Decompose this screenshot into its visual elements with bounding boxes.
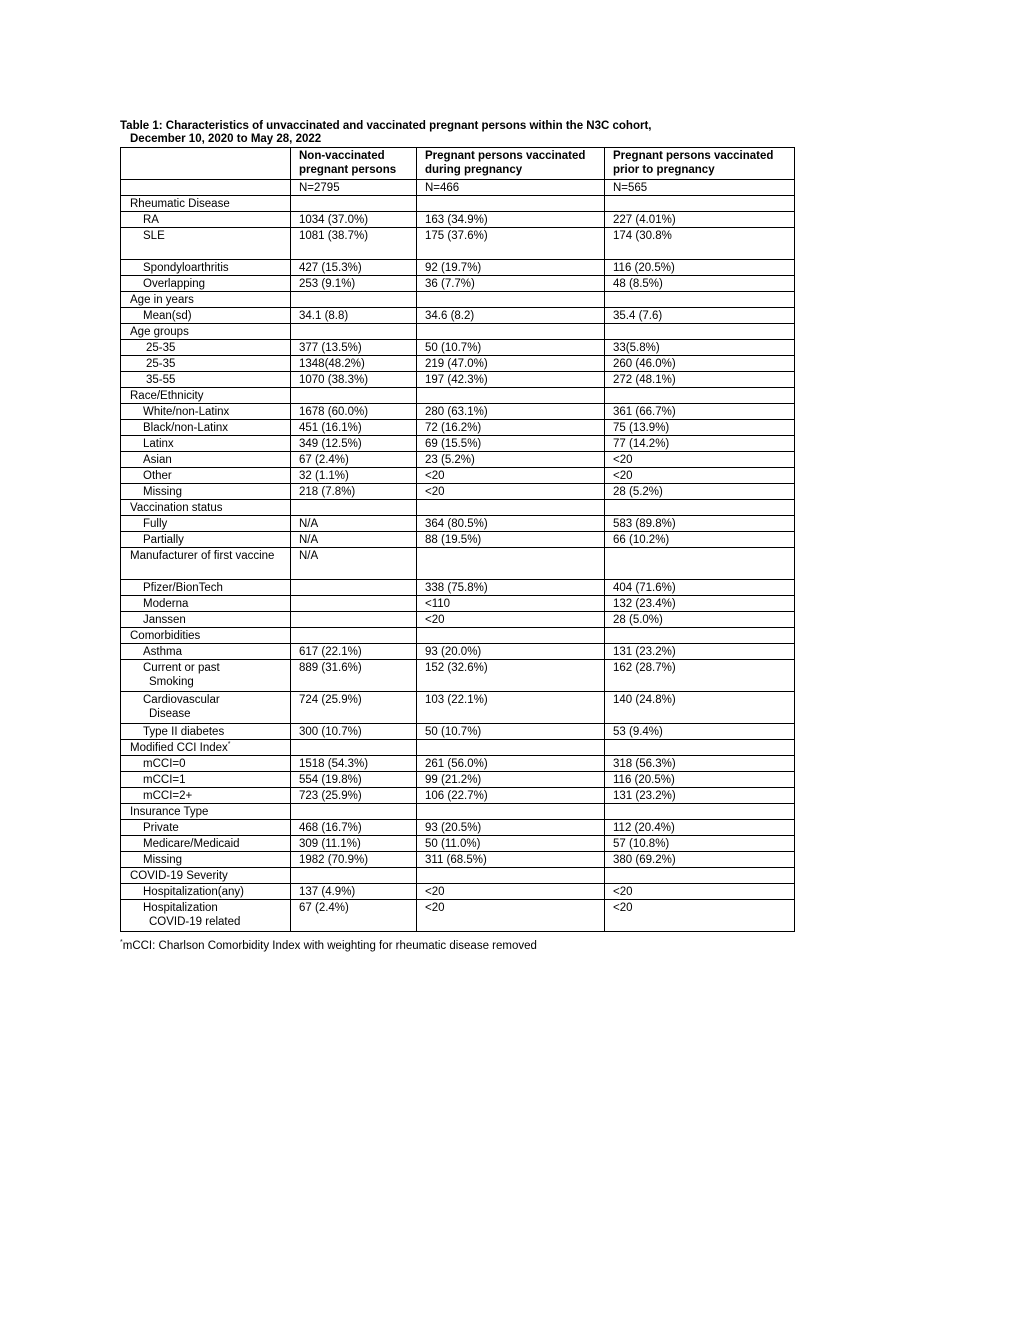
- row-label-cell: [121, 276, 291, 292]
- value-non-vaccinated: 349 (12.5%): [291, 436, 417, 452]
- footnote-text: mCCI: Charlson Comorbidity Index with weighting for rheumatic disease removed: [122, 939, 537, 952]
- value-vaccinated-prior: 33(5.8%): [605, 340, 795, 356]
- value-non-vaccinated: 1081 (38.7%): [291, 228, 417, 260]
- table-row: [121, 436, 795, 452]
- value-non-vaccinated: [291, 324, 417, 340]
- table-row: [121, 260, 795, 276]
- value-vaccinated-prior: 77 (14.2%): [605, 436, 795, 452]
- value-vaccinated-during: 88 (19.5%): [417, 532, 605, 548]
- table-row: [121, 884, 795, 900]
- row-label-continued: COVID-19 related: [149, 916, 241, 928]
- row-label: Fully: [143, 518, 168, 530]
- row-label: Vaccination status: [130, 502, 223, 514]
- row-label: Comorbidities: [130, 630, 201, 642]
- table-row: [121, 900, 795, 932]
- value-vaccinated-prior: 131 (23.2%): [605, 788, 795, 804]
- row-label-cell: [121, 452, 291, 468]
- table-row: [121, 468, 795, 484]
- row-label-cell: [121, 356, 291, 372]
- row-label-cell: [121, 900, 291, 932]
- table-row: [121, 820, 795, 836]
- table-row: [121, 516, 795, 532]
- value-vaccinated-prior: [605, 500, 795, 516]
- value-non-vaccinated: 554 (19.8%): [291, 772, 417, 788]
- value-vaccinated-prior: [605, 740, 795, 756]
- table-row: [121, 580, 795, 596]
- value-vaccinated-prior: 66 (10.2%): [605, 532, 795, 548]
- value-vaccinated-prior: 28 (5.0%): [605, 612, 795, 628]
- table-row: [121, 308, 795, 324]
- table-row: [121, 612, 795, 628]
- value-vaccinated-during: 280 (63.1%): [417, 404, 605, 420]
- row-label-cell: [121, 484, 291, 500]
- value-vaccinated-during: 50 (11.0%): [417, 836, 605, 852]
- table-row: [121, 452, 795, 468]
- table-row: [121, 724, 795, 740]
- value-non-vaccinated: 1348(48.2%): [291, 356, 417, 372]
- value-vaccinated-prior: 583 (89.8%): [605, 516, 795, 532]
- row-label-cell: [121, 404, 291, 420]
- value-vaccinated-during: 163 (34.9%): [417, 212, 605, 228]
- value-non-vaccinated: 67 (2.4%): [291, 900, 417, 932]
- row-label: RA: [143, 214, 159, 226]
- row-label-cell: [121, 436, 291, 452]
- table-row: [121, 228, 795, 260]
- row-label-cell: [121, 884, 291, 900]
- value-non-vaccinated: 67 (2.4%): [291, 452, 417, 468]
- characteristics-table: [120, 147, 795, 932]
- value-non-vaccinated: 300 (10.7%): [291, 724, 417, 740]
- value-vaccinated-during: <20: [417, 884, 605, 900]
- value-vaccinated-during: 50 (10.7%): [417, 724, 605, 740]
- value-vaccinated-during: <20: [417, 612, 605, 628]
- value-vaccinated-during: [417, 804, 605, 820]
- table-row: [121, 644, 795, 660]
- value-non-vaccinated: [291, 292, 417, 308]
- value-vaccinated-during: [417, 868, 605, 884]
- value-non-vaccinated: 253 (9.1%): [291, 276, 417, 292]
- value-non-vaccinated: 427 (15.3%): [291, 260, 417, 276]
- value-vaccinated-prior: [605, 868, 795, 884]
- table-row: [121, 292, 795, 308]
- row-label: Cardiovascular: [143, 694, 220, 706]
- row-label-cell: [121, 836, 291, 852]
- table-caption: [120, 120, 651, 146]
- value-vaccinated-prior: 260 (46.0%): [605, 356, 795, 372]
- value-vaccinated-prior: 116 (20.5%): [605, 260, 795, 276]
- value-non-vaccinated: N/A: [291, 532, 417, 548]
- value-vaccinated-prior: [605, 388, 795, 404]
- row-label: Missing: [143, 854, 182, 866]
- row-label-cell: [121, 724, 291, 740]
- value-vaccinated-prior: 132 (23.4%): [605, 596, 795, 612]
- row-label: Private: [143, 822, 179, 834]
- row-label-continued: Disease: [149, 708, 191, 720]
- table-row: [121, 836, 795, 852]
- value-non-vaccinated: 1982 (70.9%): [291, 852, 417, 868]
- value-vaccinated-during: 92 (19.7%): [417, 260, 605, 276]
- value-non-vaccinated: [291, 580, 417, 596]
- table-row: [121, 484, 795, 500]
- row-label: mCCI=0: [143, 758, 186, 770]
- value-non-vaccinated: 1070 (38.3%): [291, 372, 417, 388]
- value-vaccinated-during: [417, 292, 605, 308]
- row-label-cell: [121, 852, 291, 868]
- row-label-cell: [121, 772, 291, 788]
- row-label-cell: [121, 548, 291, 580]
- row-label-cell: [121, 756, 291, 772]
- row-label: Asian: [143, 454, 172, 466]
- row-label: Moderna: [143, 598, 189, 610]
- row-label: Manufacturer of first vaccine: [130, 550, 275, 562]
- row-label-cell: [121, 196, 291, 212]
- row-label-cell: [121, 340, 291, 356]
- value-vaccinated-prior: [605, 548, 795, 580]
- value-non-vaccinated: [291, 612, 417, 628]
- row-label: mCCI=2+: [143, 790, 193, 802]
- value-vaccinated-during: 364 (80.5%): [417, 516, 605, 532]
- value-vaccinated-prior: 361 (66.7%): [605, 404, 795, 420]
- table-row: [121, 388, 795, 404]
- value-non-vaccinated: [291, 388, 417, 404]
- value-vaccinated-prior: 57 (10.8%): [605, 836, 795, 852]
- value-vaccinated-during: [417, 500, 605, 516]
- caption-date-range: December 10, 2020 to May 28, 2022: [130, 133, 322, 145]
- value-vaccinated-during: 106 (22.7%): [417, 788, 605, 804]
- value-non-vaccinated: [291, 628, 417, 644]
- row-label-cell: [121, 324, 291, 340]
- value-vaccinated-during: 152 (32.6%): [417, 660, 605, 692]
- row-label-cell: [121, 660, 291, 692]
- table-header-row: [121, 148, 795, 180]
- header-empty-cell: [121, 148, 291, 180]
- table-row: [121, 196, 795, 212]
- value-vaccinated-during: [417, 388, 605, 404]
- value-vaccinated-during: 219 (47.0%): [417, 356, 605, 372]
- row-label-cell: [121, 628, 291, 644]
- value-non-vaccinated: [291, 868, 417, 884]
- n-row-label: [121, 180, 291, 196]
- value-vaccinated-prior: [605, 292, 795, 308]
- value-vaccinated-prior: 318 (56.3%): [605, 756, 795, 772]
- n-vaccinated-during: N=466: [417, 180, 605, 196]
- row-label: 25-35: [146, 358, 176, 370]
- table-row: [121, 420, 795, 436]
- table-row: [121, 212, 795, 228]
- value-vaccinated-during: 93 (20.0%): [417, 644, 605, 660]
- n-vaccinated-prior: N=565: [605, 180, 795, 196]
- value-non-vaccinated: [291, 740, 417, 756]
- value-non-vaccinated: [291, 804, 417, 820]
- value-non-vaccinated: 32 (1.1%): [291, 468, 417, 484]
- value-non-vaccinated: 468 (16.7%): [291, 820, 417, 836]
- row-label-cell: [121, 468, 291, 484]
- row-label: Medicare/Medicaid: [143, 838, 240, 850]
- row-label-cell: [121, 692, 291, 724]
- row-label-cell: [121, 228, 291, 260]
- value-non-vaccinated: 137 (4.9%): [291, 884, 417, 900]
- value-vaccinated-during: [417, 740, 605, 756]
- value-non-vaccinated: 34.1 (8.8): [291, 308, 417, 324]
- row-label: Janssen: [143, 614, 186, 626]
- header-vaccinated-prior: Pregnant persons vaccinated prior to pregnancy: [605, 148, 795, 180]
- row-label: Overlapping: [143, 278, 206, 290]
- row-label: Current or past: [143, 662, 220, 674]
- row-label-cell: [121, 212, 291, 228]
- value-non-vaccinated: 724 (25.9%): [291, 692, 417, 724]
- row-label-cell: [121, 868, 291, 884]
- value-vaccinated-during: 23 (5.2%): [417, 452, 605, 468]
- value-non-vaccinated: 723 (25.9%): [291, 788, 417, 804]
- value-vaccinated-during: 338 (75.8%): [417, 580, 605, 596]
- value-vaccinated-during: 311 (68.5%): [417, 852, 605, 868]
- value-vaccinated-prior: 380 (69.2%): [605, 852, 795, 868]
- row-label-cell: [121, 388, 291, 404]
- table-row: [121, 804, 795, 820]
- row-label-cell: [121, 612, 291, 628]
- row-label: Spondyloarthritis: [143, 262, 229, 274]
- value-non-vaccinated: [291, 596, 417, 612]
- table-row: [121, 788, 795, 804]
- table-row: [121, 756, 795, 772]
- value-non-vaccinated: 1034 (37.0%): [291, 212, 417, 228]
- value-vaccinated-during: 99 (21.2%): [417, 772, 605, 788]
- row-label-cell: [121, 596, 291, 612]
- row-label-cell: [121, 308, 291, 324]
- value-vaccinated-prior: 112 (20.4%): [605, 820, 795, 836]
- row-label: Type II diabetes: [143, 726, 225, 738]
- value-non-vaccinated: 1678 (60.0%): [291, 404, 417, 420]
- table-n-row: [121, 180, 795, 196]
- value-vaccinated-prior: 35.4 (7.6): [605, 308, 795, 324]
- value-vaccinated-during: <20: [417, 468, 605, 484]
- table-row: [121, 692, 795, 724]
- row-label: Partially: [143, 534, 184, 546]
- value-vaccinated-during: 36 (7.7%): [417, 276, 605, 292]
- value-vaccinated-prior: <20: [605, 900, 795, 932]
- value-vaccinated-prior: 174 (30.8%: [605, 228, 795, 260]
- table-row: [121, 740, 795, 756]
- row-label-cell: [121, 820, 291, 836]
- caption-title: Table 1: Characteristics of unvaccinated and vaccinated pregnant persons within the N3C cohort,: [120, 120, 652, 132]
- value-vaccinated-during: [417, 196, 605, 212]
- table-row: [121, 628, 795, 644]
- row-label-cell: [121, 292, 291, 308]
- value-vaccinated-during: 50 (10.7%): [417, 340, 605, 356]
- value-vaccinated-prior: [605, 196, 795, 212]
- value-non-vaccinated: N/A: [291, 516, 417, 532]
- value-non-vaccinated: [291, 500, 417, 516]
- row-label-cell: [121, 500, 291, 516]
- value-vaccinated-prior: [605, 628, 795, 644]
- row-label-cell: [121, 420, 291, 436]
- table-row: [121, 276, 795, 292]
- row-label: Age in years: [130, 294, 194, 306]
- row-label: Black/non-Latinx: [143, 422, 229, 434]
- value-vaccinated-prior: 75 (13.9%): [605, 420, 795, 436]
- row-label-cell: [121, 532, 291, 548]
- table-row: [121, 852, 795, 868]
- value-vaccinated-prior: [605, 804, 795, 820]
- row-label-cell: [121, 260, 291, 276]
- value-vaccinated-prior: 140 (24.8%): [605, 692, 795, 724]
- row-label-cell: [121, 804, 291, 820]
- table-row: [121, 868, 795, 884]
- value-vaccinated-prior: 131 (23.2%): [605, 644, 795, 660]
- row-label-cell: [121, 516, 291, 532]
- row-label: Race/Ethnicity: [130, 390, 204, 402]
- value-non-vaccinated: 889 (31.6%): [291, 660, 417, 692]
- value-vaccinated-prior: 48 (8.5%): [605, 276, 795, 292]
- value-non-vaccinated: 617 (22.1%): [291, 644, 417, 660]
- table-row: [121, 324, 795, 340]
- row-label-cell: [121, 740, 291, 756]
- value-non-vaccinated: [291, 196, 417, 212]
- value-vaccinated-during: 197 (42.3%): [417, 372, 605, 388]
- row-label: Modified CCI Index: [130, 742, 228, 754]
- header-non-vaccinated: Non-vaccinated pregnant persons: [291, 148, 417, 180]
- value-vaccinated-prior: [605, 324, 795, 340]
- value-non-vaccinated: 309 (11.1%): [291, 836, 417, 852]
- value-vaccinated-prior: <20: [605, 884, 795, 900]
- row-label: SLE: [143, 230, 165, 242]
- value-vaccinated-during: 93 (20.5%): [417, 820, 605, 836]
- value-vaccinated-during: 175 (37.6%): [417, 228, 605, 260]
- value-non-vaccinated: 218 (7.8%): [291, 484, 417, 500]
- row-label-continued: Smoking: [149, 676, 194, 688]
- value-vaccinated-during: 103 (22.1%): [417, 692, 605, 724]
- row-label: Latinx: [143, 438, 174, 450]
- value-vaccinated-prior: 53 (9.4%): [605, 724, 795, 740]
- row-label-cell: [121, 644, 291, 660]
- row-label: 25-35: [146, 342, 176, 354]
- value-non-vaccinated: 377 (13.5%): [291, 340, 417, 356]
- row-label-cell: [121, 580, 291, 596]
- row-label: Pfizer/BionTech: [143, 582, 223, 594]
- row-label: Rheumatic Disease: [130, 198, 230, 210]
- value-vaccinated-during: 69 (15.5%): [417, 436, 605, 452]
- value-vaccinated-during: [417, 628, 605, 644]
- table-row: [121, 532, 795, 548]
- value-vaccinated-during: 261 (56.0%): [417, 756, 605, 772]
- value-vaccinated-prior: <20: [605, 452, 795, 468]
- row-label: Other: [143, 470, 172, 482]
- row-label: 35-55: [146, 374, 176, 386]
- value-vaccinated-during: <20: [417, 484, 605, 500]
- value-non-vaccinated: N/A: [291, 548, 417, 580]
- header-vaccinated-during: Pregnant persons vaccinated during pregnancy: [417, 148, 605, 180]
- value-vaccinated-during: [417, 324, 605, 340]
- row-label: Hospitalization: [143, 902, 218, 914]
- row-label: mCCI=1: [143, 774, 186, 786]
- table-row: [121, 340, 795, 356]
- table-row: [121, 596, 795, 612]
- row-label: Age groups: [130, 326, 189, 338]
- value-vaccinated-prior: 404 (71.6%): [605, 580, 795, 596]
- row-label: Missing: [143, 486, 182, 498]
- row-label: Hospitalization(any): [143, 886, 244, 898]
- table-row: [121, 660, 795, 692]
- value-vaccinated-during: 72 (16.2%): [417, 420, 605, 436]
- table-row: [121, 372, 795, 388]
- value-vaccinated-during: 34.6 (8.2): [417, 308, 605, 324]
- value-non-vaccinated: 1518 (54.3%): [291, 756, 417, 772]
- value-vaccinated-prior: 162 (28.7%): [605, 660, 795, 692]
- row-label: COVID-19 Severity: [130, 870, 228, 882]
- value-vaccinated-during: [417, 548, 605, 580]
- row-label-cell: [121, 372, 291, 388]
- table-row: [121, 772, 795, 788]
- table-row: [121, 500, 795, 516]
- value-vaccinated-during: <110: [417, 596, 605, 612]
- table-row: [121, 356, 795, 372]
- n-non-vaccinated: N=2795: [291, 180, 417, 196]
- row-label: White/non-Latinx: [143, 406, 230, 418]
- table-footnote: [120, 936, 537, 953]
- value-vaccinated-during: <20: [417, 900, 605, 932]
- value-vaccinated-prior: 28 (5.2%): [605, 484, 795, 500]
- table-row: [121, 548, 795, 580]
- row-label-cell: [121, 788, 291, 804]
- row-label: Insurance Type: [130, 806, 209, 818]
- value-non-vaccinated: 451 (16.1%): [291, 420, 417, 436]
- value-vaccinated-prior: <20: [605, 468, 795, 484]
- row-label: Mean(sd): [143, 310, 192, 322]
- value-vaccinated-prior: 116 (20.5%): [605, 772, 795, 788]
- value-vaccinated-prior: 272 (48.1%): [605, 372, 795, 388]
- row-label-footnote-mark: *: [227, 741, 231, 749]
- row-label: Asthma: [143, 646, 182, 658]
- table-row: [121, 404, 795, 420]
- value-vaccinated-prior: 227 (4.01%): [605, 212, 795, 228]
- footnote-mark: *: [120, 939, 123, 946]
